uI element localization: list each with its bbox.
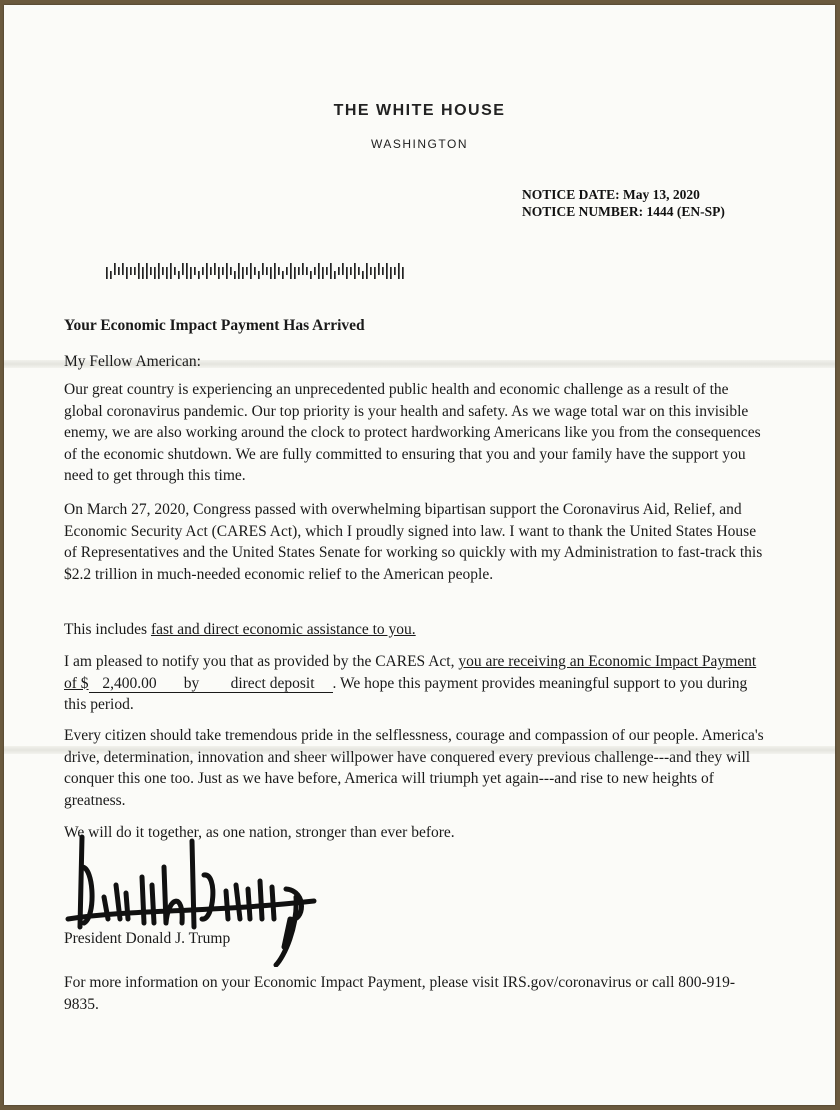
- paragraph-4-emphasis: you are receiving an Economic Impact Payment of $: [64, 653, 757, 692]
- paragraph-2: On March 27, 2020, Congress passed with overwhelming bipartisan support the Coronavirus Aid, Relief, and Economic Security Act (CARES Act), which I proudly signed into law. I want to thank the United States House of Representatives and the United States Senate for working so quickly with my Administration to fast-track this $2.2 trillion in much-needed economic relief to the American people.: [64, 501, 763, 583]
- notice-number-label: NOTICE NUMBER:: [522, 204, 644, 219]
- paragraph-6: We will do it together, as one nation, stronger than ever before.: [64, 824, 455, 841]
- notice-block: [522, 186, 725, 220]
- letterhead-subtitle: WASHINGTON: [370, 137, 468, 151]
- signature-name: President Donald J. Trump: [64, 930, 231, 947]
- footer-info: For more information on your Economic Impact Payment, please visit IRS.gov/coronavirus or call 800-919-9835.: [64, 974, 736, 1013]
- salutation: My Fellow American:: [64, 353, 201, 370]
- paragraph-1: Our great country is experiencing an unprecedented public health and economic challenge as a result of the global coronavirus pandemic. Our top priority is your health and safety. As we wage total war on this invisible enemy, we are also working around the clock to protect hardworking Americans like you from the consequences of the economic shutdown. We are fully committed to ensuring that you and your family have the support you need to get through this time.: [64, 381, 761, 484]
- paragraph-3-prefix: This includes: [64, 621, 151, 638]
- postal-barcode: [106, 263, 406, 279]
- notice-date: [522, 186, 725, 203]
- payment-by: by: [171, 675, 213, 693]
- notice-number-value: 1444 (EN-SP): [646, 204, 725, 219]
- notice-number: [522, 203, 725, 220]
- paragraph-5: Every citizen should take tremendous pride in the selflessness, courage and compassion of our people. America's drive, determination, innovation and sheer willpower have conquered every previous challenge---and they will conquer this one too. Just as we have before, America will triumph yet again---and rise to new heights of greatness.: [64, 727, 764, 809]
- payment-amount: 2,400.00: [89, 675, 171, 693]
- letterhead-title: THE WHITE HOUSE: [333, 102, 506, 119]
- letter-heading: Your Economic Impact Payment Has Arrived: [64, 317, 365, 334]
- letter-page: [4, 5, 835, 1105]
- paragraph-4-prefix: I am pleased to notify you that as provided by the CARES Act,: [64, 653, 459, 670]
- paragraph-4: [64, 651, 769, 716]
- notice-date-value: May 13, 2020: [623, 187, 700, 202]
- paragraph-3-emphasis: fast and direct economic assistance to you.: [150, 621, 416, 638]
- paragraph-3: [64, 619, 769, 641]
- paragraph-4-suffix: . We hope this payment provides meaningful support to you during this period.: [64, 674, 748, 713]
- payment-method: direct deposit: [213, 675, 333, 693]
- notice-date-label: NOTICE DATE:: [522, 187, 620, 202]
